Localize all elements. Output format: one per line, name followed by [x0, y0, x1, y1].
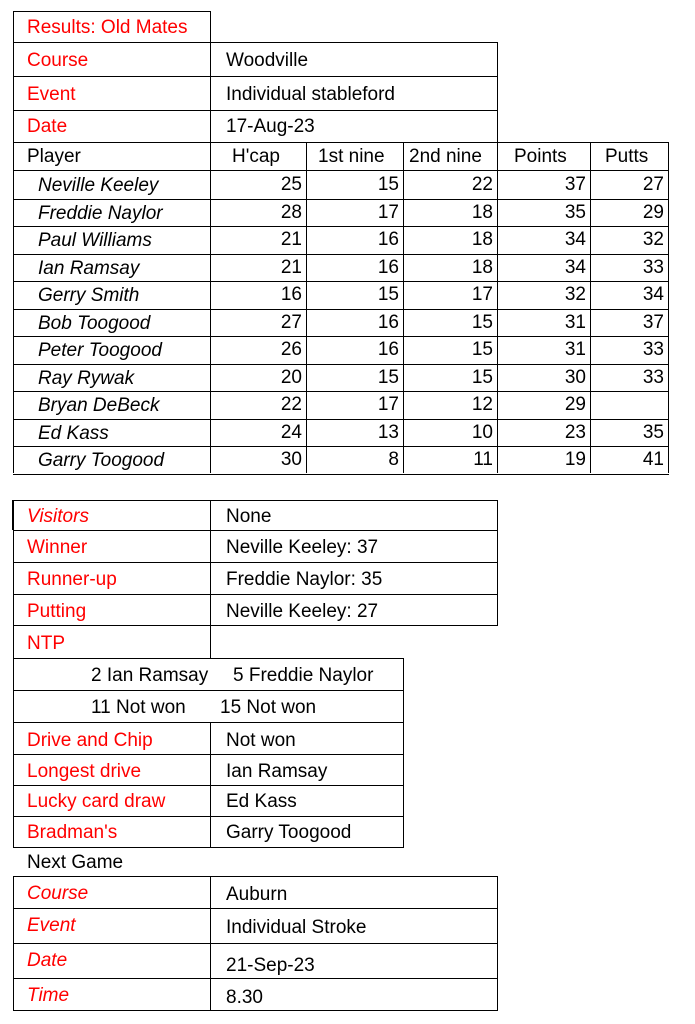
cell-putts: 29	[642, 201, 664, 223]
col-header-player: Player	[27, 146, 81, 167]
ntp-hole-11: 11 Not won	[91, 697, 186, 718]
ntp-hole-15: 15 Not won	[220, 697, 317, 718]
ntp-label: NTP	[27, 633, 65, 654]
cell-putts: 32	[642, 229, 664, 250]
cell-putts: 27	[642, 174, 664, 195]
cell-second: 18	[471, 256, 493, 278]
cell-second: 17	[471, 284, 493, 305]
cell-hcap: 26	[280, 339, 302, 360]
cell-first: 13	[377, 421, 399, 443]
results-title: Results: Old Mates	[27, 17, 188, 38]
cell-second: 15	[471, 311, 493, 333]
col-header-first-nine: 1st nine	[318, 146, 385, 167]
event-label: Event	[27, 84, 76, 105]
ntp-hole-2: 2 Ian Ramsay	[91, 665, 209, 686]
putting-label: Putting	[27, 601, 87, 622]
cell-points: 19	[564, 449, 586, 470]
cell-second: 11	[473, 449, 493, 470]
event-value: Individual stableford	[226, 84, 395, 105]
cell-hcap: 25	[280, 174, 302, 195]
cell-points: 35	[564, 201, 586, 223]
visitors-value: None	[226, 506, 272, 527]
date-value: 17-Aug-23	[226, 116, 315, 137]
player-name: Ray Rywak	[38, 367, 135, 389]
cell-second: 18	[471, 229, 493, 250]
cell-hcap: 16	[280, 284, 302, 305]
cell-hcap: 20	[280, 366, 302, 388]
visitors-label: Visitors	[27, 506, 89, 527]
cell-points: 34	[564, 229, 586, 250]
cell-points: 29	[564, 394, 586, 415]
cell-first: 16	[377, 339, 399, 360]
player-name: Ian Ramsay	[38, 257, 140, 279]
col-header-hcap: H'cap	[232, 146, 280, 167]
course-value: Woodville	[226, 50, 309, 71]
player-name: Neville Keeley	[38, 175, 159, 196]
longest-drive-value: Ian Ramsay	[226, 761, 328, 782]
player-name: Freddie Naylor	[38, 202, 163, 224]
cell-second: 15	[471, 366, 493, 388]
drive-chip-value: Not won	[226, 730, 296, 751]
next-course-label: Course	[27, 883, 89, 904]
next-time-label: Time	[27, 985, 70, 1006]
longest-drive-label: Longest drive	[27, 761, 142, 782]
putting-value: Neville Keeley: 27	[226, 601, 379, 622]
cell-second: 18	[471, 201, 493, 223]
cell-second: 22	[471, 174, 493, 195]
player-name: Bob Toogood	[38, 312, 151, 334]
cell-first: 15	[377, 366, 399, 388]
cell-hcap: 27	[280, 311, 302, 333]
lucky-card-label: Lucky card draw	[27, 791, 166, 812]
cell-first: 17	[377, 394, 399, 415]
cell-points: 34	[564, 256, 586, 278]
cell-first: 15	[377, 174, 399, 195]
cell-first: 8	[388, 449, 399, 470]
cell-second: 10	[471, 421, 493, 443]
player-name: Paul Williams	[38, 230, 152, 251]
cell-hcap: 28	[280, 201, 302, 223]
player-name: Ed Kass	[38, 422, 109, 444]
player-name: Bryan DeBeck	[38, 395, 160, 416]
cell-putts: 35	[642, 421, 664, 443]
cell-points: 32	[564, 284, 586, 305]
player-name: Garry Toogood	[38, 450, 165, 471]
next-event-label: Event	[27, 915, 76, 936]
cell-putts: 41	[642, 449, 664, 470]
bradman-label: Bradman's	[27, 822, 118, 843]
cell-putts: 33	[642, 256, 664, 278]
cell-first: 15	[377, 284, 399, 305]
cell-points: 37	[564, 174, 586, 195]
cell-first: 17	[377, 201, 399, 223]
next-date-label: Date	[27, 950, 68, 971]
drive-chip-label: Drive and Chip	[27, 730, 153, 751]
cell-putts: 33	[642, 339, 664, 360]
col-header-points: Points	[514, 146, 567, 167]
player-name: Peter Toogood	[38, 340, 162, 361]
bradman-value: Garry Toogood	[226, 822, 352, 843]
cell-first: 16	[377, 256, 399, 278]
cell-hcap: 24	[280, 421, 302, 443]
runnerup-label: Runner-up	[27, 569, 117, 590]
cell-hcap: 21	[280, 229, 302, 250]
next-date-value: 21-Sep-23	[226, 955, 315, 976]
cell-points: 30	[564, 366, 586, 388]
cell-points: 31	[564, 311, 586, 333]
cell-points: 31	[564, 339, 586, 360]
next-game-heading: Next Game	[27, 852, 124, 873]
winner-label: Winner	[27, 537, 88, 558]
cell-second: 12	[471, 394, 493, 415]
cell-putts: 34	[642, 284, 664, 305]
cell-hcap: 21	[280, 256, 302, 278]
next-event-value: Individual Stroke	[226, 917, 367, 938]
next-time-value: 8.30	[226, 987, 263, 1008]
date-label: Date	[27, 116, 68, 137]
col-header-second-nine: 2nd nine	[409, 146, 482, 167]
lucky-card-value: Ed Kass	[226, 791, 297, 812]
cell-hcap: 30	[280, 449, 302, 470]
winner-value: Neville Keeley: 37	[226, 537, 379, 558]
player-name: Gerry Smith	[38, 285, 140, 306]
cell-points: 23	[564, 421, 586, 443]
cell-second: 15	[471, 339, 493, 360]
cell-first: 16	[377, 311, 399, 333]
cell-hcap: 22	[280, 394, 302, 415]
course-label: Course	[27, 50, 89, 71]
runnerup-value: Freddie Naylor: 35	[226, 569, 383, 590]
cell-putts: 37	[642, 311, 664, 333]
ntp-hole-5: 5 Freddie Naylor	[233, 665, 374, 686]
cell-first: 16	[377, 229, 399, 250]
next-course-value: Auburn	[226, 884, 288, 905]
col-header-putts: Putts	[605, 146, 649, 167]
cell-putts: 33	[642, 366, 664, 388]
